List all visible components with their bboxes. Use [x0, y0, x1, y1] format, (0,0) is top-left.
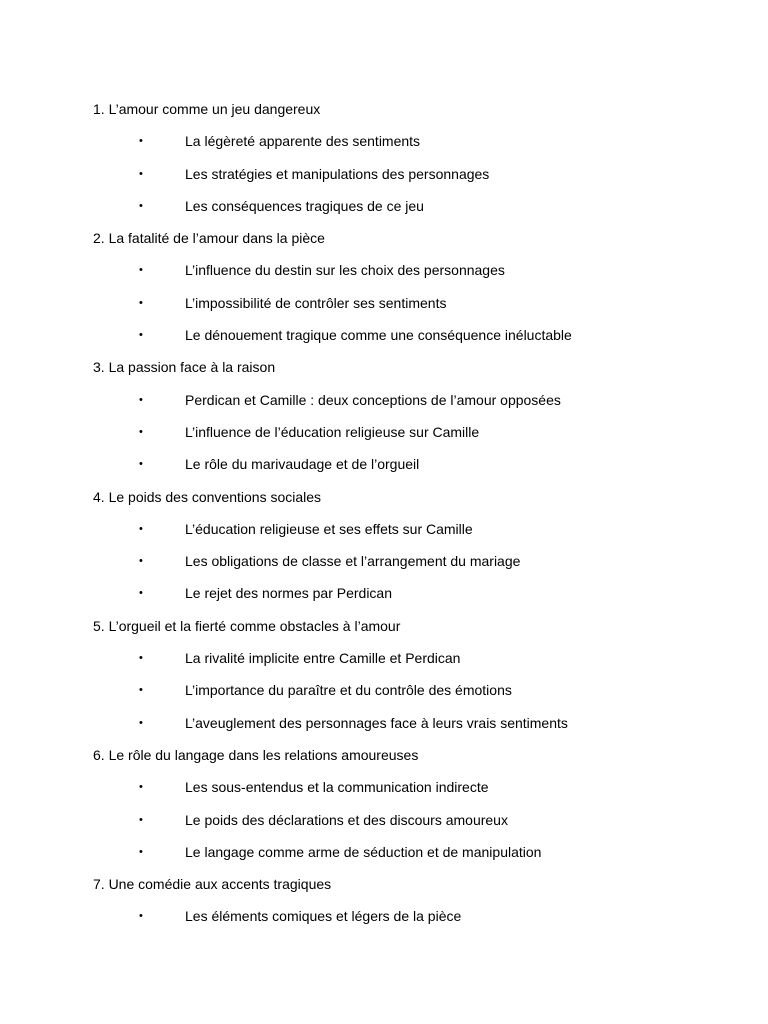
section — [93, 617, 733, 732]
bullet-item — [93, 649, 733, 667]
bullet-icon: • — [139, 296, 143, 309]
bullet-text: L’aveuglement des personnages face à leurs vrais sentiments — [185, 714, 568, 731]
outline — [93, 100, 733, 940]
bullet-text: Les stratégies et manipulations des personnages — [185, 165, 490, 182]
bullet-item — [93, 132, 733, 150]
bullet-icon: • — [139, 845, 143, 858]
bullet-text: La légèreté apparente des sentiments — [185, 133, 421, 150]
section-title: 4. Le poids des conventions sociales — [93, 488, 322, 505]
bullet-icon: • — [139, 587, 143, 600]
bullet-text: L’influence de l’éducation religieuse sur Camille — [185, 423, 480, 440]
bullet-text: L’éducation religieuse et ses effets sur Camille — [185, 520, 473, 537]
section — [93, 746, 733, 861]
bullet-icon: • — [139, 425, 143, 438]
bullet-text: L’importance du paraître et du contrôle des émotions — [185, 682, 512, 699]
bullet-text: Les sous-entendus et la communication indirecte — [185, 779, 489, 796]
bullet-icon: • — [139, 264, 143, 277]
bullet-icon: • — [139, 167, 143, 180]
bullet-icon: • — [139, 716, 143, 729]
section-title: 6. Le rôle du langage dans les relations amoureuses — [93, 746, 419, 763]
bullet-icon: • — [139, 329, 143, 342]
bullet-list — [93, 391, 733, 474]
bullet-item — [93, 455, 733, 473]
bullet-text: Le langage comme arme de séduction et de manipulation — [185, 843, 542, 860]
bullet-text: L’influence du destin sur les choix des personnages — [185, 262, 505, 279]
bullet-item — [93, 520, 733, 538]
section-title: 1. L’amour comme un jeu dangereux — [93, 101, 321, 117]
bullet-item — [93, 391, 733, 409]
bullet-text: Les obligations de classe et l’arrangement du mariage — [185, 553, 521, 570]
bullet-icon: • — [139, 813, 143, 826]
bullet-icon: • — [139, 910, 143, 923]
bullet-item — [93, 552, 733, 570]
bullet-text: L’impossibilité de contrôler ses sentiments — [185, 294, 447, 311]
section — [93, 875, 733, 925]
bullet-item — [93, 681, 733, 699]
bullet-text: Les conséquences tragiques de ce jeu — [185, 197, 424, 214]
bullet-list — [93, 520, 733, 603]
bullet-text: Perdican et Camille : deux conceptions de l’amour opposées — [185, 391, 561, 408]
bullet-icon: • — [139, 652, 143, 665]
bullet-list — [93, 132, 733, 215]
bullet-list — [93, 907, 733, 925]
bullet-text: Le rejet des normes par Perdican — [185, 585, 392, 602]
section — [93, 229, 733, 344]
bullet-item — [93, 197, 733, 215]
bullet-icon: • — [139, 555, 143, 568]
bullet-item — [93, 261, 733, 279]
section-title: 7. Une comédie aux accents tragiques — [93, 876, 332, 893]
bullet-item — [93, 294, 733, 312]
bullet-item — [93, 907, 733, 925]
bullet-item — [93, 843, 733, 861]
bullet-list — [93, 649, 733, 732]
section — [93, 488, 733, 603]
bullet-icon: • — [139, 684, 143, 697]
bullet-item — [93, 165, 733, 183]
bullet-list — [93, 778, 733, 861]
bullet-item — [93, 714, 733, 732]
section-title: 3. La passion face à la raison — [93, 359, 276, 376]
bullet-item — [93, 423, 733, 441]
section — [93, 358, 733, 473]
bullet-icon: • — [139, 135, 143, 148]
bullet-text: Le poids des déclarations et des discours amoureux — [185, 811, 508, 828]
bullet-text: Les éléments comiques et légers de la pièce — [185, 908, 462, 925]
bullet-icon: • — [139, 393, 143, 406]
bullet-item — [93, 584, 733, 602]
bullet-icon: • — [139, 522, 143, 535]
bullet-text: Le rôle du marivaudage et de l’orgueil — [185, 456, 420, 473]
bullet-text: Le dénouement tragique comme une conséquence inéluctable — [185, 327, 572, 344]
bullet-item — [93, 778, 733, 796]
section-title: 5. L’orgueil et la fierté comme obstacles à l’amour — [93, 617, 401, 634]
bullet-icon: • — [139, 199, 143, 212]
bullet-text: La rivalité implicite entre Camille et Perdican — [185, 650, 461, 667]
bullet-item — [93, 326, 733, 344]
bullet-icon: • — [139, 781, 143, 794]
bullet-list — [93, 261, 733, 344]
bullet-item — [93, 811, 733, 829]
bullet-icon: • — [139, 458, 143, 471]
section — [93, 100, 733, 215]
section-title: 2. La fatalité de l’amour dans la pièce — [93, 230, 325, 247]
